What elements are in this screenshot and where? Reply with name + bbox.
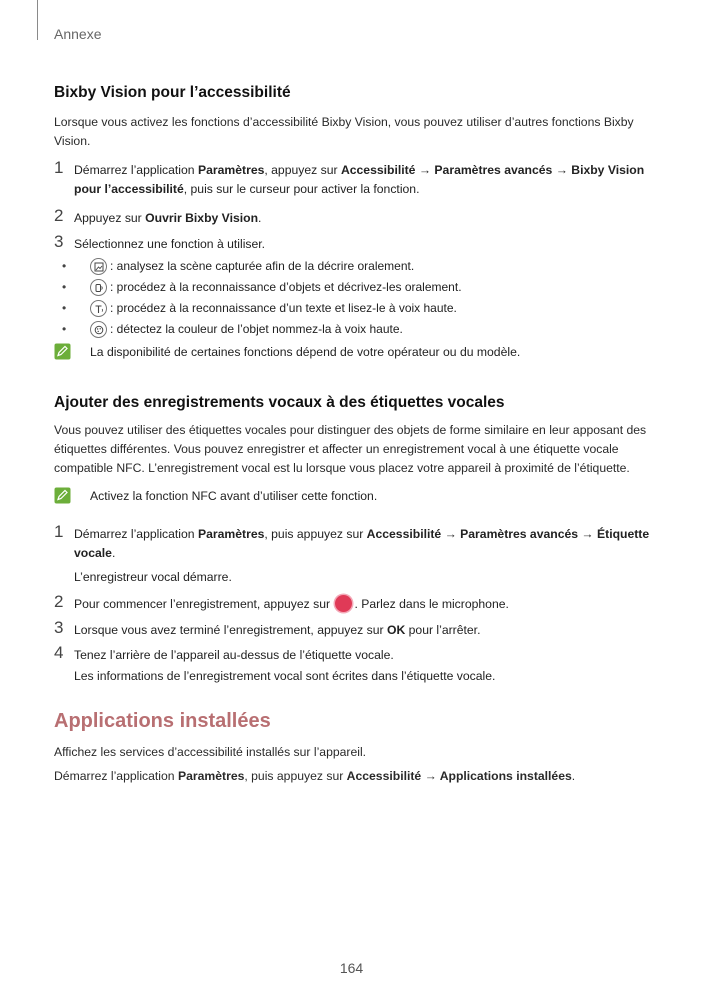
menu-path: Accessibilité → Paramètres avancés → Bixby Vision pour l’accessibilité bbox=[74, 163, 645, 196]
step-text: . bbox=[258, 211, 262, 225]
bixby-step-1 bbox=[54, 158, 654, 199]
voice-step-1 bbox=[54, 522, 654, 563]
step-text: pour l’arrêter. bbox=[405, 623, 481, 637]
note bbox=[54, 487, 377, 504]
settings-link: Paramètres bbox=[197, 163, 265, 177]
object-icon bbox=[90, 279, 107, 296]
step-subtext: L’enregistreur vocal démarre. bbox=[74, 570, 232, 584]
voice-heading: Ajouter des enregistrements vocaux à des étiquettes vocales bbox=[54, 394, 505, 411]
step-subtext: Les informations de l’enregistrement vocal sont écrites dans l’étiquette vocale. bbox=[74, 669, 496, 683]
voice-intro: Vous pouvez utiliser des étiquettes vocales pour distinguer des objets de forme similaire en leur apposant des étiquettes différentes. Vous pouvez enregistrer et affecter un enregistrement vocal à une étiquette vocale compatible NFC. L’enregistrement vocal est lu lorsque vous placez votre appareil à proximité de l’étiquette. bbox=[54, 423, 647, 475]
voice-step-3 bbox=[54, 618, 654, 640]
step-number: 3 bbox=[54, 618, 64, 637]
step-number: 3 bbox=[54, 232, 64, 251]
step-number: 2 bbox=[54, 206, 64, 225]
step-text: Pour commencer l’enregistrement, appuyez sur bbox=[74, 597, 334, 611]
step-text: Appuyez sur bbox=[74, 211, 146, 225]
bixby-step-3 bbox=[54, 232, 654, 254]
step-text: Démarrez l’application bbox=[74, 527, 198, 541]
bixby-step-2 bbox=[54, 206, 654, 228]
step-text: . bbox=[111, 546, 116, 560]
record-icon bbox=[335, 595, 352, 612]
scene-icon bbox=[90, 258, 107, 275]
apps-line-2 bbox=[54, 767, 654, 786]
settings-link: Paramètres bbox=[177, 769, 245, 783]
section-header: Annexe bbox=[54, 26, 102, 42]
step-number: 2 bbox=[54, 592, 64, 611]
bullet-item: • : procédez à la reconnaissance d’un texte et lisez-le à voix haute. bbox=[62, 299, 457, 318]
step-number: 4 bbox=[54, 643, 64, 662]
bullet-text: : détectez la couleur de l’objet nommez-la à voix haute. bbox=[110, 322, 403, 336]
step-text: , appuyez sur bbox=[264, 163, 341, 177]
bixby-heading: Bixby Vision pour l’accessibilité bbox=[54, 84, 291, 101]
bixby-intro: Lorsque vous activez les fonctions d’accessibilité Bixby Vision, vous pouvez utiliser d’autres fonctions Bixby Vision. bbox=[54, 115, 634, 148]
apps-line-1: Affichez les services d’accessibilité installés sur l’appareil. bbox=[54, 745, 367, 759]
step-number: 1 bbox=[54, 158, 64, 177]
note bbox=[54, 343, 520, 360]
note-text: La disponibilité de certaines fonctions dépend de votre opérateur ou du modèle. bbox=[90, 344, 521, 359]
color-icon bbox=[90, 321, 107, 338]
step-text: , puis appuyez sur bbox=[244, 769, 347, 783]
voice-step-4 bbox=[54, 643, 654, 665]
step-number: 1 bbox=[54, 522, 64, 541]
step-text: Démarrez l’application bbox=[74, 163, 198, 177]
step-text: , puis sur le curseur pour activer la fonction. bbox=[183, 182, 420, 196]
step-text: Sélectionnez une fonction à utiliser. bbox=[74, 237, 266, 251]
bullet-item: • : procédez à la reconnaissance d’objets et décrivez-les oralement. bbox=[62, 278, 462, 297]
step-text: , puis appuyez sur bbox=[264, 527, 367, 541]
bullet-text: : procédez à la reconnaissance d’objets et décrivez-les oralement. bbox=[110, 280, 462, 294]
bullet-text: : analysez la scène capturée afin de la décrire oralement. bbox=[110, 259, 415, 273]
bullet-text: : procédez à la reconnaissance d’un texte et lisez-le à voix haute. bbox=[110, 301, 457, 315]
step-text: Démarrez l’application bbox=[54, 769, 178, 783]
step-text: . Parlez dans le microphone. bbox=[354, 597, 509, 611]
page-number: 164 bbox=[339, 960, 364, 976]
step-text: Lorsque vous avez terminé l’enregistrement, appuyez sur bbox=[74, 623, 387, 637]
note-icon bbox=[54, 343, 71, 360]
menu-path: Accessibilité → Paramètres avancés → Étiquette vocale bbox=[74, 527, 650, 560]
step-text: Tenez l’arrière de l’appareil au-dessus de l’étiquette vocale. bbox=[74, 648, 394, 662]
bullet-item: • : détectez la couleur de l’objet nommez-la à voix haute. bbox=[62, 320, 403, 339]
step-text: . bbox=[571, 769, 576, 783]
settings-link: Paramètres bbox=[197, 527, 265, 541]
note-icon bbox=[54, 487, 71, 504]
ok-label: OK bbox=[386, 623, 406, 637]
apps-heading: Applications installées bbox=[54, 710, 271, 732]
voice-step-2 bbox=[54, 592, 654, 614]
bullet-item: • : analysez la scène capturée afin de la décrire oralement. bbox=[62, 257, 414, 276]
menu-path: Ouvrir Bixby Vision bbox=[145, 211, 259, 225]
margin-rule bbox=[37, 0, 38, 40]
note-text: Activez la fonction NFC avant d’utiliser cette fonction. bbox=[90, 488, 378, 503]
text-icon bbox=[90, 300, 107, 317]
menu-path: Accessibilité → Applications installées bbox=[346, 769, 572, 783]
